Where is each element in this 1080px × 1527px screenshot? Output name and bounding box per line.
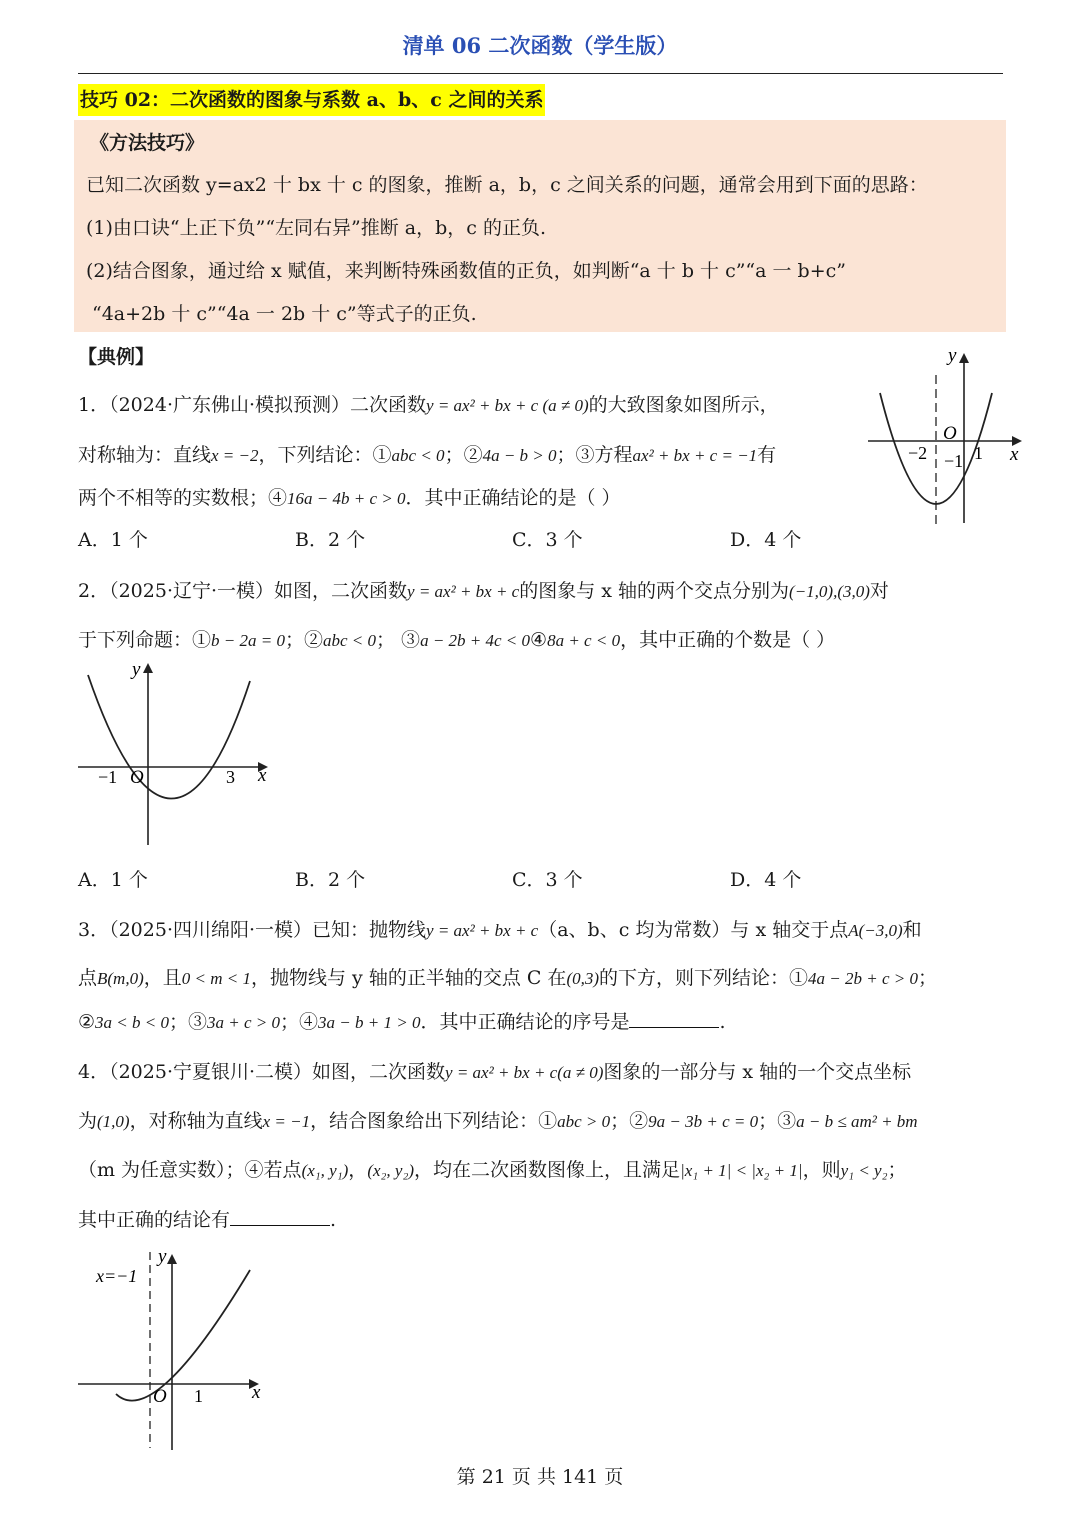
q4-equation: (x₁, y₁) xyxy=(301,1161,349,1180)
q1-text: 的大致图象如图所示， xyxy=(588,394,779,416)
q2-line-2 xyxy=(78,625,835,652)
q3-line-3 xyxy=(78,1007,726,1034)
q1-equation: y = ax² + bx + c (a ≠ 0) xyxy=(426,396,589,415)
q1-text: ；② xyxy=(444,444,483,466)
q4-line-1 xyxy=(78,1057,911,1084)
q4-line-2 xyxy=(78,1106,918,1133)
q2-text: 2．（2025·辽宁·一模）如图，二次函数 xyxy=(78,580,408,602)
q1-text: ，下列结论：① xyxy=(258,444,392,466)
q2-graph xyxy=(78,655,278,850)
q4-text: ；② xyxy=(610,1110,649,1132)
page-footer: 第 21 页 共 141 页 xyxy=(456,1466,624,1488)
q3-text: ；④ xyxy=(280,1011,319,1033)
q4-equation: y₁ < y₂ xyxy=(840,1161,888,1180)
examples-heading: 【典例】 xyxy=(78,346,155,368)
q4-line-3 xyxy=(78,1155,907,1182)
q3-line-2 xyxy=(78,963,937,990)
q1-option-c[interactable]: C．3 个 xyxy=(512,529,583,551)
q3-equation: 0 < m < 1 xyxy=(181,969,251,988)
q1-graph xyxy=(868,345,1028,530)
q3-equation: 3a + c > 0 xyxy=(207,1013,281,1032)
q1-option-b[interactable]: B．2 个 xyxy=(295,529,366,551)
q2-option-b[interactable]: B．2 个 xyxy=(295,869,366,891)
q1-line-3 xyxy=(78,483,621,510)
q3-equation: B(m,0) xyxy=(97,969,144,988)
q1-x-label: x xyxy=(1010,444,1019,465)
q3-equation: 4a − 2b + c > 0 xyxy=(808,969,918,988)
q2-equation: y = ax² + bx + c xyxy=(407,582,520,601)
q4-text: ； xyxy=(887,1159,907,1181)
q2-equation: 8a + c < 0 xyxy=(547,631,621,650)
q2-text: ，其中正确的个数是（ ） xyxy=(620,629,836,651)
q2-text: ④ xyxy=(530,629,548,651)
q1-text: 两个不相等的实数根；④ xyxy=(78,487,288,509)
section-title: 技巧 02：二次函数的图象与系数 a、b、c 之间的关系 xyxy=(78,84,545,116)
q1-y-label: y xyxy=(948,345,957,366)
q4-text: ；③ xyxy=(758,1110,797,1132)
q1-line-1 xyxy=(78,390,779,417)
q4-text: 图象的一部分与 x 轴的一个交点坐标 xyxy=(603,1061,912,1083)
q4-answer-blank[interactable] xyxy=(230,1207,330,1226)
q1-equation: 4a − b > 0 xyxy=(482,446,557,465)
q3-text: ．其中正确结论的序号是 xyxy=(420,1011,630,1033)
q4-equation: y = ax² + bx + c(a ≠ 0) xyxy=(445,1063,604,1082)
q4-y-label: y xyxy=(158,1246,167,1267)
q1-tick-neg1: −1 xyxy=(944,451,964,471)
q4-parabola xyxy=(116,1270,250,1401)
q4-text: 为 xyxy=(78,1110,98,1132)
q1-y-arrow-icon xyxy=(959,353,969,363)
q3-text: ，抛物线与 y 轴的正半轴的交点 C 在 xyxy=(251,967,567,989)
q4-y-arrow-icon xyxy=(167,1254,177,1264)
q3-equation: A(−3,0) xyxy=(848,921,903,940)
q4-equation: a − b ≤ am² + bm xyxy=(796,1112,918,1131)
q4-text: ，则 xyxy=(802,1159,841,1181)
q3-text: . xyxy=(719,1011,726,1033)
q1-equation: abc < 0 xyxy=(391,446,445,465)
q3-text: 3．（2025·四川绵阳·一模）已知：抛物线 xyxy=(78,919,427,941)
q4-equation: x = −1 xyxy=(262,1112,311,1131)
method-line-3: (2)结合图象，通过给 x 赋值，来判断特殊函数值的正负，如判断“a 十 b 十 c”“a 一 b+c” xyxy=(86,260,846,282)
q2-equation: a − 2b + 4c < 0 xyxy=(420,631,531,650)
method-line-4: “4a+2b 十 c”“4a 一 2b 十 c”等式子的正负. xyxy=(92,303,477,325)
q1-option-a[interactable]: A．1 个 xyxy=(78,529,148,551)
q4-text: ，对称轴为直线 xyxy=(129,1110,263,1132)
q4-equation: abc > 0 xyxy=(557,1112,611,1131)
q2-text: 于下列命题：① xyxy=(78,629,212,651)
q2-option-a[interactable]: A．1 个 xyxy=(78,869,148,891)
q4-equation: (x₂, y₂) xyxy=(367,1161,415,1180)
q2-y-label: y xyxy=(132,659,141,680)
q3-text: ；③ xyxy=(169,1011,208,1033)
q2-line-1 xyxy=(78,576,889,603)
q3-equation: 3a < b < 0 xyxy=(95,1013,169,1032)
q1-tick-1: 1 xyxy=(974,443,983,463)
q3-equation: 3a − b + 1 > 0 xyxy=(318,1013,421,1032)
q2-tick-3: 3 xyxy=(226,767,235,787)
q2-equation: b − 2a = 0 xyxy=(211,631,285,650)
q4-graph xyxy=(72,1244,272,1454)
q1-text: ．其中正确结论的是（ ） xyxy=(405,487,621,509)
q4-equation: (1,0) xyxy=(97,1112,130,1131)
q2-tick-neg1: −1 xyxy=(98,767,118,787)
method-line-1: 已知二次函数 y=ax2 十 bx 十 c 的图象，推断 a，b，c 之间关系的问题，通常会用到下面的思路： xyxy=(86,174,928,196)
q4-text: . xyxy=(330,1209,337,1231)
q2-equation: abc < 0 xyxy=(322,631,377,650)
q3-equation: y = ax² + bx + c xyxy=(426,921,539,940)
q2-text: ；② xyxy=(284,629,323,651)
q4-equation: 9a − 3b + c = 0 xyxy=(648,1112,759,1131)
q4-origin-label: O xyxy=(153,1386,167,1407)
q4-text: 4．（2025·宁夏银川·二模）如图，二次函数 xyxy=(78,1061,446,1083)
q3-text: 和 xyxy=(902,919,922,941)
q2-x-label: x xyxy=(258,765,267,786)
q2-equation: (−1,0),(3,0) xyxy=(789,582,870,601)
method-line-2: (1)由口诀“上正下负”“左同右异”推断 a，b，c 的正负. xyxy=(86,217,547,239)
q3-line-1 xyxy=(78,915,922,942)
q1-equation: 16a − 4b + c > 0 xyxy=(287,489,406,508)
q3-text: ，且 xyxy=(143,967,182,989)
q4-x-label: x xyxy=(252,1382,261,1403)
q4-tick-1: 1 xyxy=(194,1386,203,1406)
q2-text: ； ③ xyxy=(376,629,421,651)
q4-axis-label: x=−1 xyxy=(96,1266,138,1286)
q1-tick-neg2: −2 xyxy=(908,443,928,463)
method-heading: 《方法技巧》 xyxy=(90,132,205,154)
q2-option-d[interactable]: D．4 个 xyxy=(730,869,802,891)
q2-origin-label: O xyxy=(130,767,144,788)
q1-origin-label: O xyxy=(943,423,957,444)
q1-equation: x = −2 xyxy=(211,446,259,465)
page-header-title: 清单 06 二次函数（学生版） xyxy=(402,33,678,58)
q3-text: 点 xyxy=(78,967,98,989)
q3-text: （a、b、c 均为常数）与 x 轴交于点 xyxy=(538,919,849,941)
q4-text: ，结合图象给出下列结论：① xyxy=(310,1110,558,1132)
q2-text: 对 xyxy=(869,580,889,602)
q3-answer-blank[interactable] xyxy=(629,1009,719,1028)
q1-option-d[interactable]: D．4 个 xyxy=(730,529,802,551)
q2-text: 的图象与 x 轴的两个交点分别为 xyxy=(519,580,790,602)
q4-text: （m 为任意实数）；④若点 xyxy=(78,1159,302,1181)
q4-text: ， xyxy=(348,1159,368,1181)
q1-line-2 xyxy=(78,440,776,467)
q2-option-c[interactable]: C．3 个 xyxy=(512,869,583,891)
q4-line-4 xyxy=(78,1205,336,1232)
q1-equation: ax² + bx + c = −1 xyxy=(632,446,758,465)
q1-text: 1．（2024·广东佛山·模拟预测）二次函数 xyxy=(78,394,427,416)
q4-text: 其中正确的结论有 xyxy=(78,1209,231,1231)
header-divider xyxy=(78,73,1003,74)
q1-text: ；③方程 xyxy=(556,444,633,466)
q1-text: 有 xyxy=(757,444,777,466)
q3-text: ； xyxy=(918,967,938,989)
q3-equation: (0,3) xyxy=(566,969,600,988)
q2-y-arrow-icon xyxy=(143,663,153,673)
q3-text: ② xyxy=(78,1011,96,1033)
q4-text: ，均在二次函数图像上，且满足 xyxy=(414,1159,681,1181)
q3-text: 的下方，则下列结论：① xyxy=(599,967,809,989)
q4-equation: |x₁ + 1| < |x₂ + 1| xyxy=(680,1161,803,1180)
q1-text: 对称轴为：直线 xyxy=(78,444,212,466)
